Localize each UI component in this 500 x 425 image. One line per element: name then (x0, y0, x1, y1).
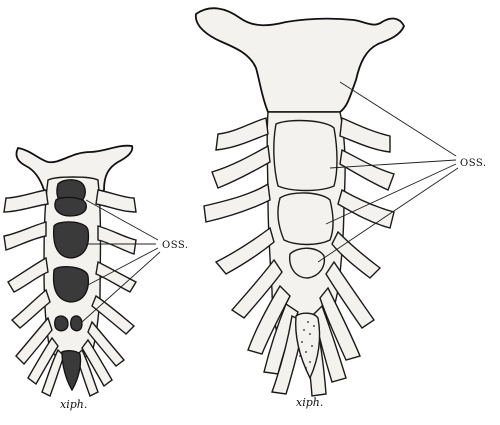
right-sternum-specimen (196, 8, 487, 409)
right-ossification-center-1 (274, 121, 337, 191)
right-oss-label: OSS. (460, 158, 487, 169)
right-rib-L2 (212, 146, 270, 188)
right-xiphoid-label: xiph. (296, 396, 324, 409)
left-rib-L1 (4, 190, 48, 212)
left-rib-R3 (96, 262, 136, 292)
left-ossification-center-2 (55, 197, 86, 216)
right-rib-L4 (216, 228, 274, 274)
left-xiphoid (62, 351, 81, 390)
right-manubrium (196, 8, 404, 112)
right-ossification-center-2 (278, 193, 333, 245)
left-sternum-specimen (4, 146, 189, 411)
left-rib-L2 (4, 222, 46, 250)
left-ossification-center-4 (54, 267, 89, 302)
right-rib-R2 (340, 150, 394, 190)
right-rib-L3 (204, 184, 270, 222)
right-rib-R3 (338, 190, 394, 228)
left-rib-L3 (8, 258, 48, 292)
left-ossification-center-5a (55, 316, 68, 331)
left-ossification-center-5b (71, 316, 82, 331)
left-rib-R2 (98, 226, 136, 254)
right-leader-1 (340, 82, 456, 156)
left-ossification-center-3 (54, 222, 89, 258)
left-oss-label: OSS. (162, 240, 189, 251)
left-xiphoid-label: xiph. (60, 398, 88, 411)
right-rib-R1 (340, 118, 390, 152)
right-rib-L1 (216, 118, 268, 150)
